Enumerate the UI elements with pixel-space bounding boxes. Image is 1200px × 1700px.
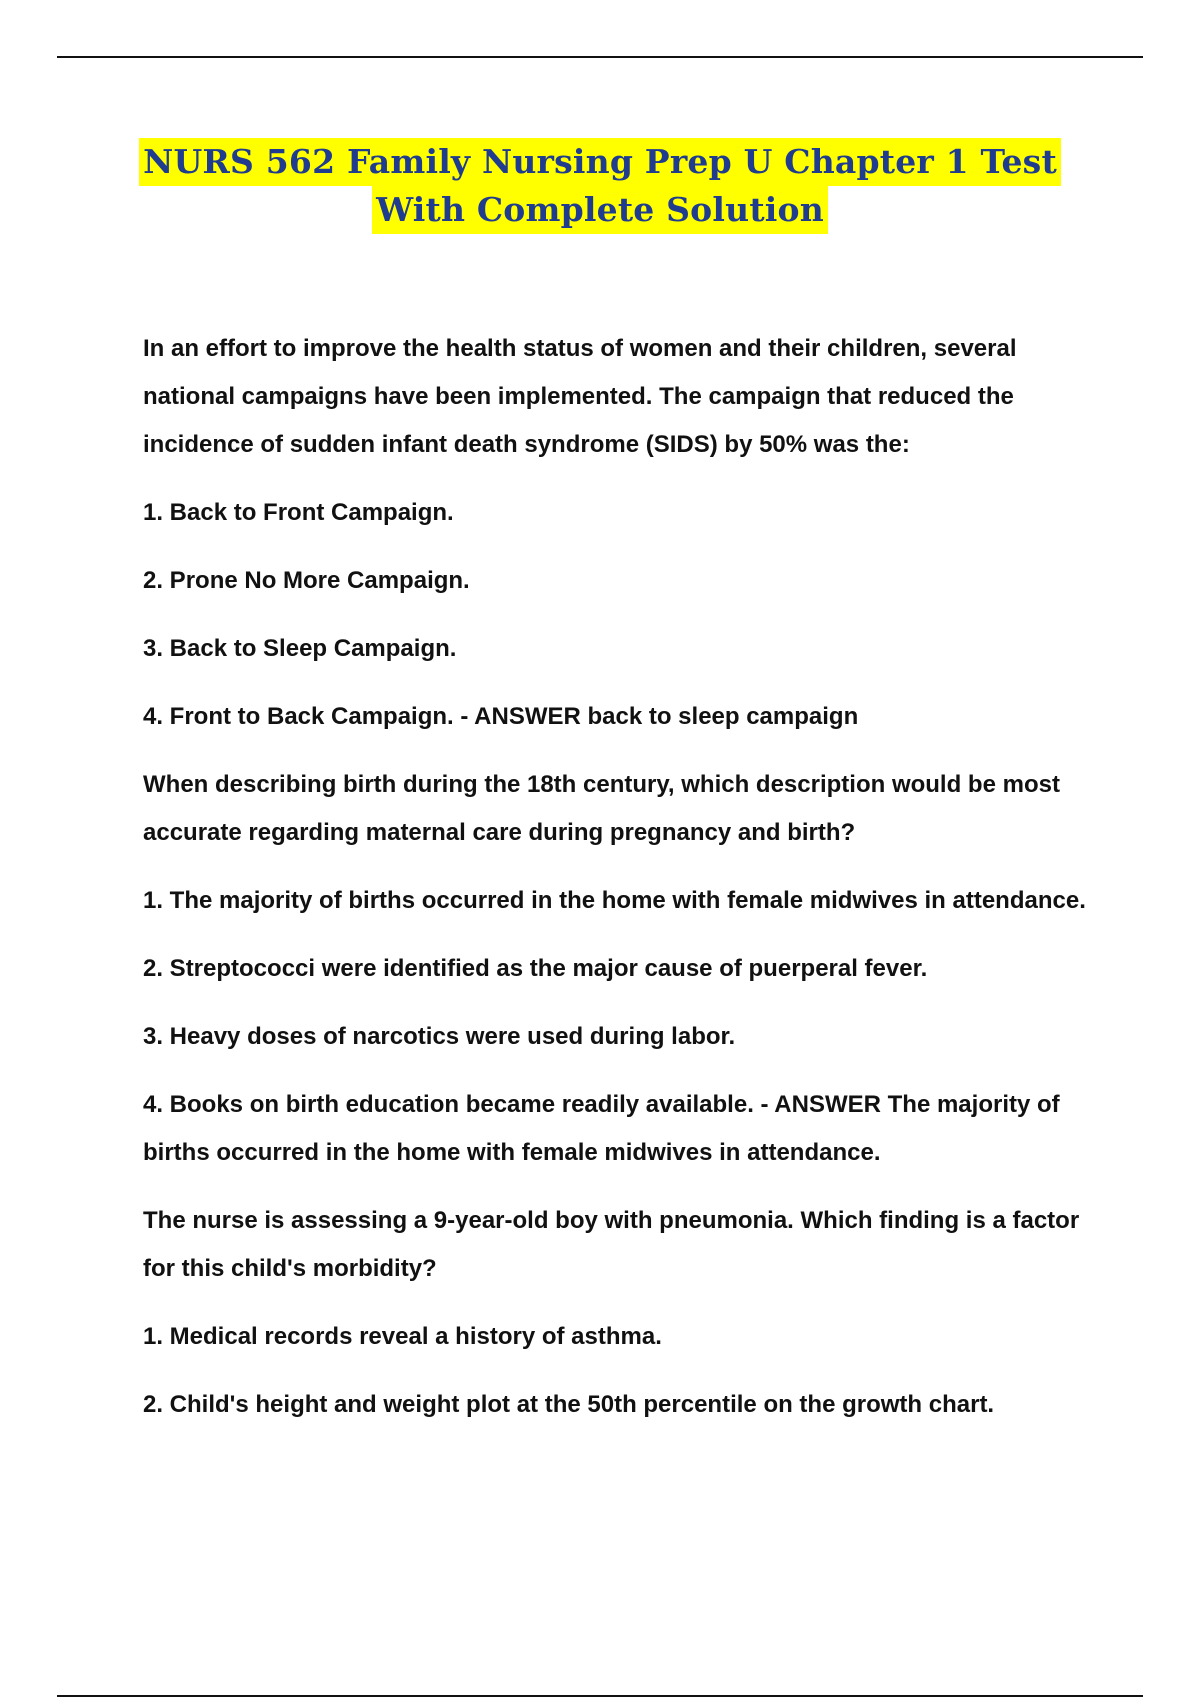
title-line-1: NURS 562 Family Nursing Prep U Chapter 1 Test	[139, 138, 1061, 186]
question-2-option-1: 1. The majority of births occurred in the home with female midwives in attendance.	[143, 887, 1086, 914]
question-1-option-3: 3. Back to Sleep Campaign.	[143, 635, 457, 662]
question-3-stem: The nurse is assessing a 9-year-old boy with pneumonia. Which finding is a factor for this child's morbidity?	[143, 1207, 1080, 1282]
question-2-option-2: 2. Streptococci were identified as the major cause of puerperal fever.	[143, 955, 928, 982]
top-rule	[57, 56, 1143, 58]
question-1-stem: In an effort to improve the health status of women and their children, several national campaigns have been implemented. The campaign that reduced the incidence of sudden infant death syndrome (SIDS) by 50% was the:	[143, 335, 1017, 458]
question-3-option-1: 1. Medical records reveal a history of asthma.	[143, 1323, 662, 1350]
question-1-option-1: 1. Back to Front Campaign.	[143, 499, 454, 526]
question-3-option-2: 2. Child's height and weight plot at the 50th percentile on the growth chart.	[143, 1391, 995, 1418]
question-2-option-3: 3. Heavy doses of narcotics were used during labor.	[143, 1023, 736, 1050]
title-line-2: With Complete Solution	[372, 186, 828, 234]
bottom-rule	[57, 1695, 1143, 1697]
question-2-option-4-answer: 4. Books on birth education became readily available. - ANSWER The majority of births occurred in the home with female midwives in attendance.	[143, 1091, 1060, 1166]
document-title	[0, 138, 1200, 234]
document-body	[143, 325, 1103, 1449]
question-2-stem: When describing birth during the 18th century, which description would be most accurate regarding maternal care during pregnancy and birth?	[143, 771, 1060, 846]
question-1-option-2: 2. Prone No More Campaign.	[143, 567, 470, 594]
question-1-option-4-answer: 4. Front to Back Campaign. - ANSWER back to sleep campaign	[143, 703, 859, 730]
